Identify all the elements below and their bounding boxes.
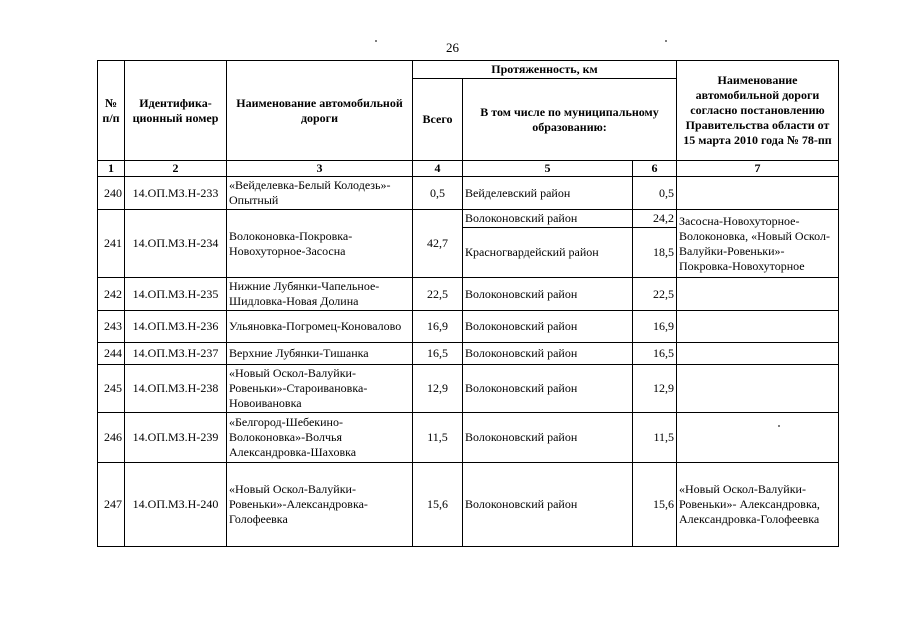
district-length: 15,6 [633, 463, 677, 547]
district-length: 24,2 [633, 210, 677, 228]
header-decree: Наименование автомобильной дороги согласно постановлению Правительства области от 15 марта 2010 года № 78-пп [677, 61, 839, 161]
length-total: 42,7 [413, 210, 463, 278]
table-row [98, 210, 839, 228]
length-total: 16,9 [413, 311, 463, 343]
scan-speck [778, 425, 780, 427]
road-id: 14.ОП.МЗ.Н-236 [125, 311, 227, 343]
row-number: 245 [98, 365, 125, 413]
road-id: 14.ОП.МЗ.Н-233 [125, 177, 227, 210]
column-number: 6 [633, 161, 677, 177]
district-length: 16,9 [633, 311, 677, 343]
district-name: Волоконовский район [463, 210, 633, 228]
decree-name: «Новый Оскол-Валуйки-Ровеньки»- Александровка, Александровка-Голофеевка [677, 463, 839, 547]
road-name: Волоконовка-Покровка-Новохуторное-Засосна [227, 210, 413, 278]
row-number: 246 [98, 413, 125, 463]
road-name: «Вейделевка-Белый Колодезь»-Опытный [227, 177, 413, 210]
road-id: 14.ОП.МЗ.Н-234 [125, 210, 227, 278]
district-name: Вейделевский район [463, 177, 633, 210]
page-number: 26 [446, 40, 459, 55]
road-name: Ульяновка-Погромец-Коновалово [227, 311, 413, 343]
road-name: Нижние Лубянки-Чапельное-Шидловка-Новая Долина [227, 278, 413, 311]
length-total: 12,9 [413, 365, 463, 413]
district-length: 12,9 [633, 365, 677, 413]
decree-name [677, 343, 839, 365]
scan-speck [375, 40, 377, 42]
road-name: «Новый Оскол-Валуйки-Ровеньки»-Староивановка-Новоивановка [227, 365, 413, 413]
district-length: 0,5 [633, 177, 677, 210]
district-length: 11,5 [633, 413, 677, 463]
district-length: 18,5 [633, 228, 677, 278]
column-number: 1 [98, 161, 125, 177]
column-number: 7 [677, 161, 839, 177]
decree-name [677, 177, 839, 210]
length-total: 22,5 [413, 278, 463, 311]
road-id: 14.ОП.МЗ.Н-237 [125, 343, 227, 365]
scan-speck [665, 40, 667, 42]
column-number: 2 [125, 161, 227, 177]
decree-name: Засосна-Новохуторное-Волоконовка, «Новый Оскол-Валуйки-Ровеньки»-Покровка-Новохуторное [677, 210, 839, 278]
road-name: «Новый Оскол-Валуйки-Ровеньки»-Александровка-Голофеевка [227, 463, 413, 547]
row-number: 240 [98, 177, 125, 210]
district-name: Волоконовский район [463, 413, 633, 463]
roads-table [97, 60, 839, 547]
length-total: 11,5 [413, 413, 463, 463]
table-row [98, 365, 839, 413]
length-total: 15,6 [413, 463, 463, 547]
length-total: 16,5 [413, 343, 463, 365]
row-number: 244 [98, 343, 125, 365]
road-name: Верхние Лубянки-Тишанка [227, 343, 413, 365]
row-number: 243 [98, 311, 125, 343]
row-number: 241 [98, 210, 125, 278]
road-id: 14.ОП.МЗ.Н-235 [125, 278, 227, 311]
district-name: Красногвардейский район [463, 228, 633, 278]
district-name: Волоконовский район [463, 311, 633, 343]
column-number: 3 [227, 161, 413, 177]
table-row [98, 278, 839, 311]
decree-name [677, 413, 839, 463]
district-name: Волоконовский район [463, 463, 633, 547]
decree-name [677, 278, 839, 311]
road-name: «Белгород-Шебекино-Волоконовка»-Волчья Александровка-Шаховка [227, 413, 413, 463]
header-length-group: Протяженность, км [413, 61, 677, 79]
road-id: 14.ОП.МЗ.Н-240 [125, 463, 227, 547]
table-row [98, 177, 839, 210]
header-id: Идентифика-ционный номер [125, 61, 227, 161]
header-name: Наименование автомобильной дороги [227, 61, 413, 161]
header-num: № п/п [98, 61, 125, 161]
road-id: 14.ОП.МЗ.Н-238 [125, 365, 227, 413]
row-number: 247 [98, 463, 125, 547]
table-row [98, 311, 839, 343]
header-total: Всего [413, 79, 463, 161]
road-id: 14.ОП.МЗ.Н-239 [125, 413, 227, 463]
column-number: 4 [413, 161, 463, 177]
district-length: 22,5 [633, 278, 677, 311]
table-row [98, 413, 839, 463]
decree-name [677, 311, 839, 343]
decree-name [677, 365, 839, 413]
table-row [98, 343, 839, 365]
table-row [98, 463, 839, 547]
district-name: Волоконовский район [463, 343, 633, 365]
district-name: Волоконовский район [463, 365, 633, 413]
row-number: 242 [98, 278, 125, 311]
header-including: В том числе по муниципальному образованию: [463, 79, 677, 161]
column-number: 5 [463, 161, 633, 177]
length-total: 0,5 [413, 177, 463, 210]
district-name: Волоконовский район [463, 278, 633, 311]
district-length: 16,5 [633, 343, 677, 365]
